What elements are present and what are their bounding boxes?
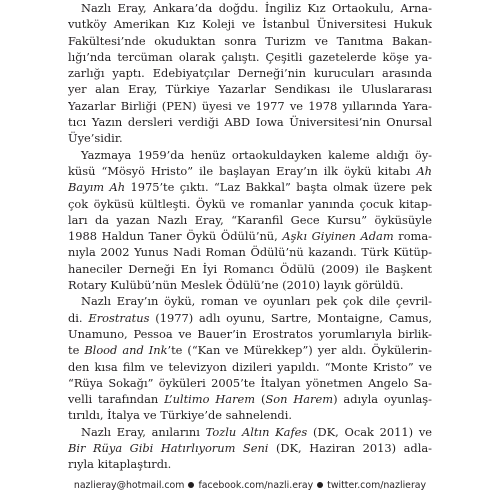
text-line	[68, 277, 432, 293]
text-segment: tıcı Yazın dersleri verdiği ABD Iowa Üniversitesi’nin Onursal	[68, 115, 432, 130]
text-line	[68, 0, 432, 16]
text-line	[68, 196, 432, 212]
italic-title: Aşkı Giyinen Adam	[282, 229, 394, 244]
text-segment: haneciler Derneği En İyi Romancı Ödülü (2009) ile Başkent	[68, 261, 432, 276]
text-line	[68, 81, 432, 97]
text-line	[68, 49, 432, 65]
biography-paragraph	[68, 293, 432, 423]
text-segment: tırıldı, İtalya ve Türkiye’de sahnelendi.	[68, 408, 292, 423]
bullet-separator-icon	[188, 482, 194, 488]
text-line	[68, 375, 432, 391]
text-segment: (	[255, 392, 266, 407]
text-line	[68, 98, 432, 114]
text-line	[68, 342, 432, 358]
text-segment: Yazarlar Birliği (PEN) üyesi ve 1977 ve 1978 yıllarında Yara-	[68, 98, 432, 113]
italic-title: L’ultimo Harem	[164, 392, 256, 407]
text-line	[68, 212, 432, 228]
text-line	[68, 456, 432, 472]
text-line	[68, 310, 432, 326]
biography-paragraph	[68, 147, 432, 294]
text-segment: Üye’sidir.	[68, 131, 123, 146]
text-segment: Rotary Kulübü’nün Meslek Ödülü’ne (2010) layık görüldü.	[68, 278, 404, 293]
text-line	[68, 163, 432, 179]
text-segment: di.	[68, 310, 89, 325]
text-line	[68, 244, 432, 260]
text-line	[68, 179, 432, 195]
text-segment: ) adıyla oyunlaş-	[333, 392, 432, 407]
italic-title: Bir Rüya Gibi Hatırlıyorum Seni	[68, 441, 269, 456]
text-segment: yer alan Eray, Türkiye Yazarlar Sendikası ile Uluslararası	[68, 82, 432, 97]
text-segment: (DK, Haziran 2013) adla-	[268, 441, 432, 456]
text-segment: küsü “Mösyö Hristo” ile başlayan Eray’ın ilk öykü kitabı	[68, 163, 417, 178]
text-segment: ’te (“Kan ve Mürekkep”) yer aldı. Öykülerin-	[167, 343, 432, 358]
text-line	[68, 293, 432, 309]
contact-email: nazlieray@hotmail.com	[73, 480, 185, 491]
text-segment: Nazlı Eray, Ankara’da doğdu. İngiliz Kız Ortaokulu, Arna-	[81, 1, 432, 15]
text-line	[68, 359, 432, 375]
text-line	[68, 65, 432, 81]
text-segment: rıyla kitaplaştırdı.	[68, 457, 172, 472]
italic-title: Blood and Ink	[84, 343, 168, 358]
author-biography	[68, 0, 432, 473]
biography-paragraph	[68, 424, 432, 473]
text-line	[68, 261, 432, 277]
contact-facebook: facebook.com/nazli.eray	[198, 480, 314, 491]
text-segment: roma-	[393, 229, 432, 244]
text-segment: (DK, Ocak 2011) ve	[307, 424, 432, 439]
text-line	[68, 391, 432, 407]
text-segment: (1977) adlı oyunu, Sartre, Montaigne, Camus,	[149, 310, 432, 325]
text-line	[68, 33, 432, 49]
italic-title: Son Harem	[265, 392, 334, 407]
italic-title: Ah	[416, 163, 432, 178]
text-segment: Yazmaya 1959’da henüz ortaokuldayken kaleme aldığı öy-	[81, 147, 432, 162]
text-line	[68, 114, 432, 130]
text-line	[68, 407, 432, 423]
text-segment: Nazlı Eray, anılarını	[81, 424, 206, 439]
text-segment: vutköy Amerikan Kız Koleji ve İstanbul Üniversitesi Hukuk	[68, 17, 432, 32]
text-segment: Unamuno, Pessoa ve Bauer’in Erostratos yorumlarıyla birlik-	[68, 326, 432, 341]
text-line	[68, 228, 432, 244]
text-segment: Fakültesi’nde okuduktan sonra Turizm ve Tanıtma Bakan-	[68, 33, 432, 48]
text-line	[68, 130, 432, 146]
text-segment: “Rüya Sokağı” öyküleri 2005’te İtalyan yönetmen Angelo Sa-	[68, 375, 432, 390]
text-line	[68, 326, 432, 342]
text-line	[68, 424, 432, 440]
italic-title: Erostratus	[88, 310, 150, 325]
text-segment: nıyla 2002 Yunus Nadi Roman Ödülü’nü kazandı. Türk Kütüp-	[68, 245, 432, 260]
italic-title: Tozlu Altın Kafes	[205, 424, 308, 439]
text-segment: ları da yazan Nazlı Eray, “Karanfil Gece Kursu” öyküsüyle	[68, 212, 432, 227]
contact-twitter: twitter.com/nazlieray	[327, 480, 427, 491]
book-page	[68, 0, 432, 500]
text-line	[68, 147, 432, 163]
text-line	[68, 440, 432, 456]
text-segment: Nazlı Eray’ın öykü, roman ve oyunları pek çok dile çevril-	[81, 294, 432, 309]
text-segment: 1975’te çıktı. “Laz Bakkal” başta olmak üzere pek	[125, 180, 432, 195]
contact-line	[68, 478, 432, 494]
text-segment: zarlığı yaptı. Edebiyatçılar Derneği’nin kurucuları arasında	[68, 66, 432, 81]
biography-paragraph	[68, 0, 432, 147]
text-segment: 1988 Haldun Taner Öykü Ödülü’nü,	[68, 229, 283, 244]
text-line	[68, 16, 432, 32]
text-segment: çok öyküsü kültleşti. Öykü ve romanlar yanında çocuk kitap-	[68, 196, 432, 211]
text-segment: den kısa film ve televizyon dizileri yapıldı. “Monte Kristo” ve	[68, 359, 432, 374]
italic-title: Bayım Ah	[68, 180, 126, 195]
text-segment: lığı’nda tercüman olarak çalıştı. Çeşitli gazetelerde köşe ya-	[68, 49, 432, 64]
bullet-separator-icon	[317, 482, 323, 488]
text-segment: velli tarafından	[68, 392, 165, 407]
text-segment: te	[68, 343, 85, 358]
